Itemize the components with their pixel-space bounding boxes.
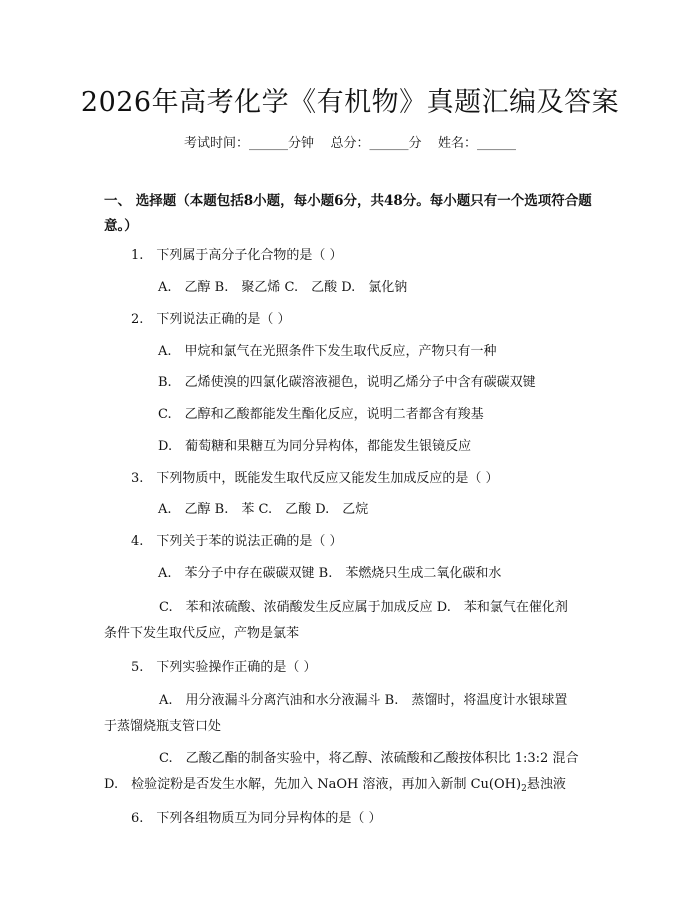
question-6-stem: 6. 下列各组物质互为同分异构体的是（ ） (131, 811, 382, 826)
question-1-stem: 1. 下列属于高分子化合物的是（ ） (131, 248, 343, 263)
question-5-stem: 5. 下列实验操作正确的是（ ） (131, 660, 317, 675)
question-5-cd-text: D. 检验淀粉是否发生水解，先加入 NaOH 溶液，再加入新制 Cu(OH) (104, 777, 522, 792)
question-5-options-cd-line1: C. 乙酸乙酯的制备实验中，将乙醇、浓硫酸和乙酸按体积比 1:3:2 混合 (146, 751, 579, 766)
question-3-options: A. 乙醇 B. 苯 C. 乙酸 D. 乙烷 (158, 502, 369, 517)
question-5-cd-text-end: 悬浊液 (526, 777, 566, 792)
question-4-options-cd-line2: 条件下发生取代反应，产物是氯苯 (104, 626, 300, 641)
question-1-options: A. 乙醇 B. 聚乙烯 C. 乙酸 D. 氯化钠 (158, 280, 408, 295)
question-5-options-cd-line2 (104, 773, 566, 794)
section-heading: 一、 选择题（本题包括8小题，每小题6分，共48分。每小题只有一个选项符合题意。） (104, 193, 592, 234)
question-5-subscript: 2 (521, 784, 527, 794)
page-title: 2026年高考化学《有机物》真题汇编及答案 (80, 87, 620, 118)
question-5-options-ab-line1: A. 用分液漏斗分离汽油和水分液漏斗 B. 蒸馏时，将温度计水银球置 (146, 693, 568, 708)
question-5-options-ab-line2: 于蒸馏烧瓶支管口处 (104, 719, 222, 734)
question-4-options-ab: A. 苯分子中存在碳碳双键 B. 苯燃烧只生成二氧化碳和水 (158, 566, 502, 581)
question-2-option-b: B. 乙烯使溴的四氯化碳溶液褪色，说明乙烯分子中含有碳碳双键 (158, 375, 536, 390)
question-4-options-cd-line1: C. 苯和浓硫酸、浓硝酸发生反应属于加成反应 D. 苯和氯气在催化剂 (146, 600, 568, 615)
question-2-option-a: A. 甲烷和氯气在光照条件下发生取代反应，产物只有一种 (158, 344, 497, 359)
question-2-option-c: C. 乙醇和乙酸都能发生酯化反应，说明二者都含有羧基 (158, 407, 484, 422)
exam-meta-line: 考试时间：______分钟 总分：______分 姓名：______ (183, 136, 517, 151)
question-3-stem: 3. 下列物质中，既能发生取代反应又能发生加成反应的是（ ） (131, 471, 499, 486)
question-2-option-d: D. 葡萄糖和果糖互为同分异构体，都能发生银镜反应 (158, 439, 472, 454)
question-4-stem: 4. 下列关于苯的说法正确的是（ ） (131, 534, 343, 549)
question-2-stem: 2. 下列说法正确的是（ ） (131, 312, 291, 327)
